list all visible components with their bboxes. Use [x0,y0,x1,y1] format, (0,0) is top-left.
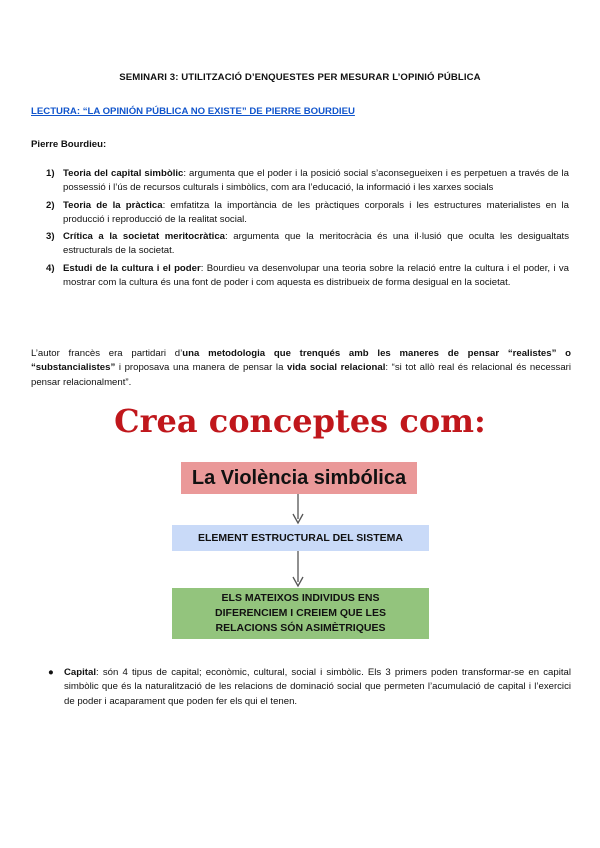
diagram-box-top: La Violència simbólica [181,462,417,494]
diagram-box-bottom-text: ELS MATEIXOS INDIVIDUS ENS DIFERENCIEM I CREIEM QUE LES RELACIONS SÓN ASIMÈTRIQUES [215,592,386,634]
list-item [48,666,571,709]
bullet-list [48,666,571,709]
list-term: Teoria del capital simbòlic [63,168,184,179]
list-text: : emfatitza la importància de les pràctiques corporals i les estructures materialistes en la producció i reproducció de la realitat social. [63,199,569,225]
theories-list [46,167,569,293]
list-text: : són 4 tipus de capital; econòmic, cultural, social i simbòlic. Els 3 primers poden transformar-se en capital simbòlic que és la naturalització de les relacions de dominació social que permeten l’acumulació de capital i l’exercici de poder i acaparament que poden fer els qui el tenen. [64,667,571,707]
diagram-box-middle: ELEMENT ESTRUCTURAL DEL SISTEMA [172,525,429,551]
list-term: Estudi de la cultura i el poder [63,262,201,274]
body-paragraph [31,347,571,390]
paragraph-text: L’autor francès era partidari d’ [31,348,183,359]
list-term: Crítica a la societat meritocràtica [63,231,226,243]
list-item [46,199,569,228]
reading-link[interactable]: LECTURA: “LA OPINIÓN PÚBLICA NO EXISTE” DE PIERRE BOURDIEU [31,106,355,117]
list-term: Teoria de la pràctica [63,199,163,211]
page-title: SEMINARI 3: UTILITZACIÓ D’ENQUESTES PER MESURAR L’OPINIÓ PÚBLICA [119,72,481,83]
list-term: Capital [64,667,96,678]
down-arrow-icon [291,551,305,588]
paragraph-bold: vida social relacional [287,362,386,374]
diagram-heading: Crea conceptes com: [114,402,486,440]
list-text: : Bourdieu va desenvolupar una teoria sobre la relació entre la cultura i el poder, i va mostrar com la cultura és una font de poder i com aquesta es distribueix de forma desigual en la societat. [63,262,569,289]
list-text: : argumenta que el poder i la posició social s’aconsegueixen i es perpetuen a través de la possessió i l’ús de recursos culturals i simbòlics, com ara l’educació, la informació i les xarxes socials [63,168,569,194]
list-number: 4) [46,262,55,274]
list-item [46,262,569,291]
list-item [46,167,569,196]
down-arrow-icon [291,494,305,525]
diagram-box-bottom [172,588,429,639]
list-number: 2) [46,199,55,211]
concept-diagram [0,400,600,650]
list-number: 1) [46,168,55,179]
bullet-icon: ● [48,667,54,678]
list-number: 3) [46,231,55,243]
list-text: : argumenta que la meritocràcia és una il·lusió que oculta les desigualtats estructurals de la societat. [63,231,569,257]
author-heading: Pierre Bourdieu: [31,139,107,150]
paragraph-text: i proposava una manera de pensar la [115,362,288,374]
paragraph-bold: una metodologia que trenqués amb les maneres de pensar “realistes” o “substancialistes” [31,348,572,374]
list-item [46,230,569,259]
paragraph-text: : “si tot allò real és relacional és necessari pensar relacionalment”. [31,362,571,388]
